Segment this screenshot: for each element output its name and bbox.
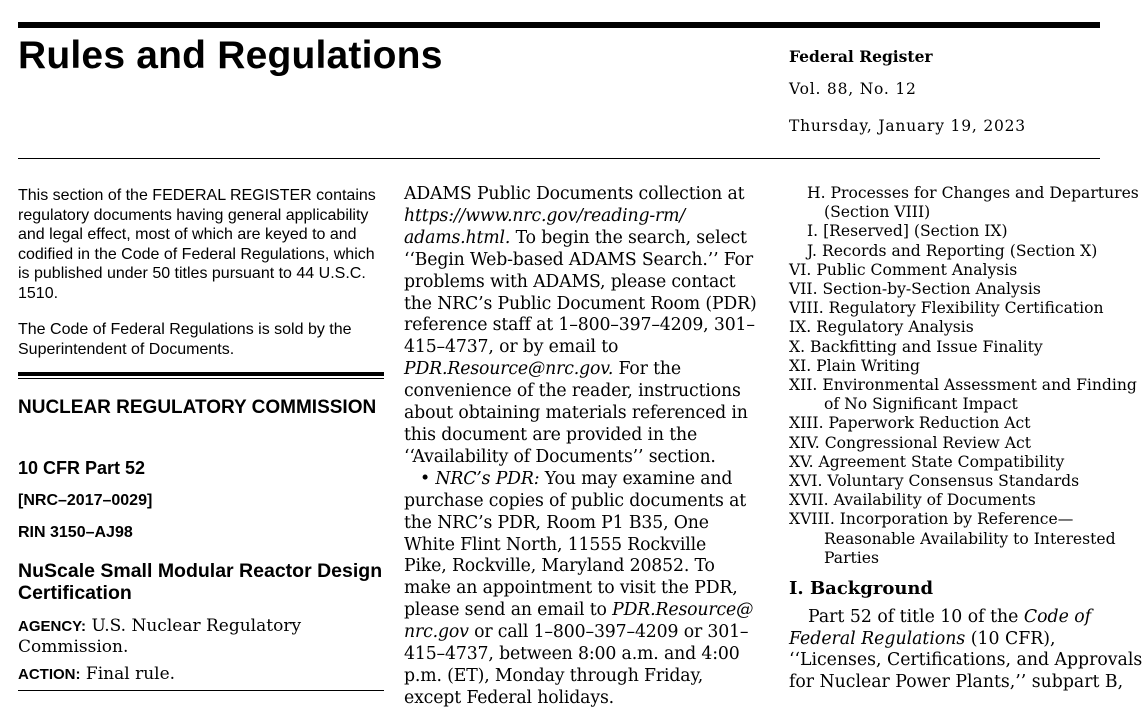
url-link: adams.html. [404,227,511,248]
action-value: Final rule. [85,664,176,684]
page-title: Rules and Regulations [18,34,443,77]
text-line: White Flint North, 11555 Rockville [404,534,707,555]
email-link[interactable]: nrc.gov [404,622,469,643]
text-line: 415–4737, between 8:00 a.m. and 4:00 [404,644,740,665]
docket-number: [NRC–2017–0029] [18,492,153,509]
text-line: PDR.Resource@nrc.gov. For the [404,359,681,380]
text-line: ADAMS Public Documents collection at [404,184,745,204]
intro-box [18,186,384,359]
background-heading: I. Background [789,578,934,599]
toc-item[interactable]: XIII. Paperwork Reduction Act [789,414,1031,433]
agency-label: AGENCY: [18,618,87,635]
toc-item[interactable]: XV. Agreement State Compatibility [789,452,1065,471]
text-line: make an appointment to visit the PDR, [404,578,738,599]
text-line: 415–4737, or by email to [404,337,619,358]
text-line: this document are provided in the [404,424,698,445]
toc-item[interactable]: XVIII. Incorporation by Reference— [789,510,1074,529]
email-link[interactable]: PDR.Resource@ [612,600,754,621]
text-line: adams.html. To begin the search, select [404,227,747,248]
agency-field [18,616,384,658]
bullet-line: • NRC’s PDR: You may examine and [420,468,733,489]
top-rule [18,22,1100,28]
text-line: the NRC’s PDR, Room P1 B35, One [404,512,709,533]
toc-item[interactable]: IX. Regulatory Analysis [789,318,974,337]
text-line: p.m. (ET), Monday through Friday, [404,665,704,686]
text-line: Part 52 of title 10 of the Code of [808,607,1092,627]
toc-item[interactable]: X. Backfitting and Issue Finality [789,337,1043,356]
toc-item[interactable]: XIV. Congressional Review Act [789,433,1031,452]
text-line: convenience of the reader, instructions [404,381,741,402]
toc-item[interactable]: H. Processes for Changes and Departures [807,184,1139,202]
text-line: reference staff at 1–800–397–4209, 301– [404,315,755,336]
toc-item[interactable]: XVII. Availability of Documents [789,491,1036,510]
section-divider-thick [18,372,384,376]
text-line: for Nuclear Power Plants,’’ subpart B, [789,671,1124,692]
agency-value: U.S. Nuclear Regulatory Commission. [18,616,302,657]
action-label: ACTION: [18,666,81,683]
toc-item-continued: of No Significant Impact [824,395,1018,414]
email-link[interactable]: PDR.Resource@nrc.gov. [404,359,614,380]
text-line: nrc.gov or call 1–800–397–4209 or 301– [404,622,749,643]
text-line: ‘‘Begin Web-based ADAMS Search.’’ For [404,249,754,270]
section-divider-thin [18,378,384,379]
text-line: about obtaining materials referenced in [404,403,748,424]
toc-item[interactable]: J. Records and Reporting (Section X) [807,241,1098,260]
toc-item[interactable]: XI. Plain Writing [789,356,920,375]
text-line: the NRC’s Public Document Room (PDR) [404,293,757,314]
text-line: purchase copies of public documents at [404,490,747,511]
toc-item[interactable]: XII. Environmental Assessment and Finding [789,376,1137,395]
toc-item-continued: Reasonable Availability to Interested [824,529,1116,548]
action-field [18,664,384,685]
url-link[interactable]: https://www.nrc.gov/reading-rm/ [404,205,686,226]
background-body [789,607,1142,693]
cfr-part: 10 CFR Part 52 [18,458,146,478]
field-divider [18,690,384,691]
body-column-2 [404,184,774,710]
rin-number: RIN 3150–AJ98 [18,524,133,541]
text-line: ‘‘Licenses, Certifications, and Approvals [789,650,1142,671]
intro-paragraph: The Code of Federal Regulations is sold by the Superintendent of Documents. [18,321,352,358]
issue-date: Thursday, January 19, 2023 [789,117,1026,135]
masthead [789,47,1026,135]
toc-item[interactable]: VII. Section-by-Section Analysis [789,280,1041,299]
text-line: problems with ADAMS, please contact [404,271,736,292]
intro-paragraph: This section of the FEDERAL REGISTER contains regulatory documents having general applicability and legal effect, most of which are keyed to and codified in the Code of Federal Regulations, which is published under 50 titles pursuant to 44 U.S.C. 1510. [18,187,376,302]
agency-heading: NUCLEAR REGULATORY COMMISSION [18,397,377,418]
toc-item-continued: (Section VIII) [824,203,931,222]
toc-item[interactable]: XVI. Voluntary Consensus Standards [789,472,1080,491]
toc-item[interactable]: VIII. Regulatory Flexibility Certification [789,299,1104,318]
toc-item[interactable]: I. [Reserved] (Section IX) [807,222,1008,241]
text-line: ‘‘Availability of Documents’’ section. [404,446,716,467]
toc-item[interactable]: VI. Public Comment Analysis [789,260,1018,279]
publication-name: Federal Register [789,47,933,66]
toc-item-continued: Parties [824,548,880,567]
header-divider [18,158,1100,159]
rule-title: NuScale Small Modular Reactor Design Certification [18,560,383,604]
table-of-contents [789,184,1139,568]
text-line: please send an email to PDR.Resource@ [404,600,754,621]
text-line: except Federal holidays. [404,687,615,708]
text-line: Federal Regulations (10 CFR), [789,628,1056,649]
volume-number: Vol. 88, No. 12 [789,80,917,98]
text-line: Pike, Rockville, Maryland 20852. To [404,556,715,577]
